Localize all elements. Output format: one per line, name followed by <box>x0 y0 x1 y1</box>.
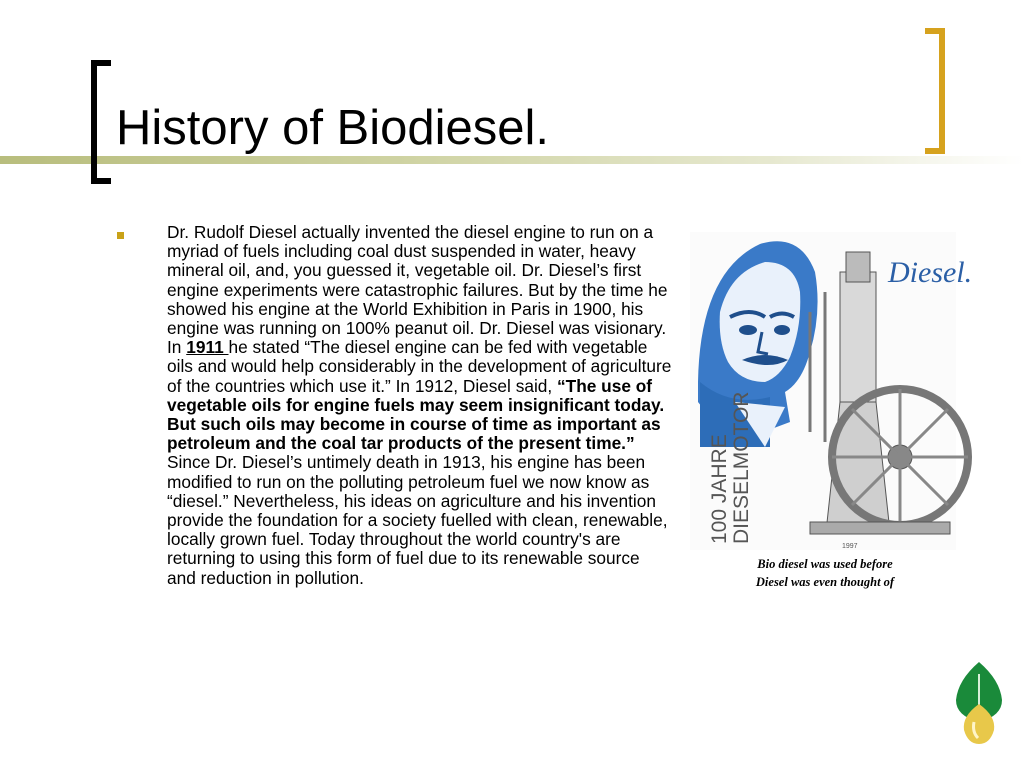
body-paragraph <box>167 223 673 588</box>
caption-line-1: Bio diesel was used before <box>757 557 893 571</box>
signature-text: Diesel. <box>888 256 973 289</box>
leaf-drop-logo-icon <box>950 660 1008 746</box>
image-caption <box>700 555 950 591</box>
left-bracket-decoration <box>91 60 111 184</box>
stamp-text-line1: 100 JAHRE <box>708 434 731 544</box>
slide-title: History of Biodiesel. <box>116 101 550 155</box>
stamp-year: 1997 <box>842 543 858 550</box>
body-text-part-2: he stated “The diesel engine can be fed with vegetable oils and would help considerably in the development of agriculture of the countries which use it.” In 1912, Diesel said, <box>167 337 672 396</box>
caption-line-2: Diesel was even thought of <box>755 575 895 589</box>
right-bracket-decoration <box>925 28 945 154</box>
bullet-icon <box>117 232 124 239</box>
stamp-text-line2: DIESELMOTOR <box>730 391 753 544</box>
body-text-part-3: Since Dr. Diesel’s untimely death in 1913, his engine has been modified to run on the polluting petroleum fuel we now know as “diesel.” Nevertheless, his ideas on agriculture and his invention provide the foundation for a society fuelled with clean, renewable, locally grown fuel. Today throughout the world country's are returning to using this form of fuel due to its renewable source and reduction in pollution. <box>167 452 668 588</box>
body-text-part-1: Dr. Rudolf Diesel actually invented the diesel engine to run on a myriad of fuels including coal dust suspended in water, heavy mineral oil, and, you guessed it, vegetable oil. Dr. Diesel’s first engine experiments were catastrophic failures. But by the time he showed his engine at the World Exhibition in Paris in 1900, his engine was running on 100% peanut oil. Dr. Diesel was visionary. In <box>167 222 668 358</box>
diesel-stamp-image <box>690 232 973 550</box>
body-year-highlight: 1911 <box>186 337 229 358</box>
body-quote: “The use of vegetable oils for engine fuels may seem insignificant today. But such oils may become in course of time as important as petroleum and the coal tar products of the present time.” <box>167 375 665 454</box>
